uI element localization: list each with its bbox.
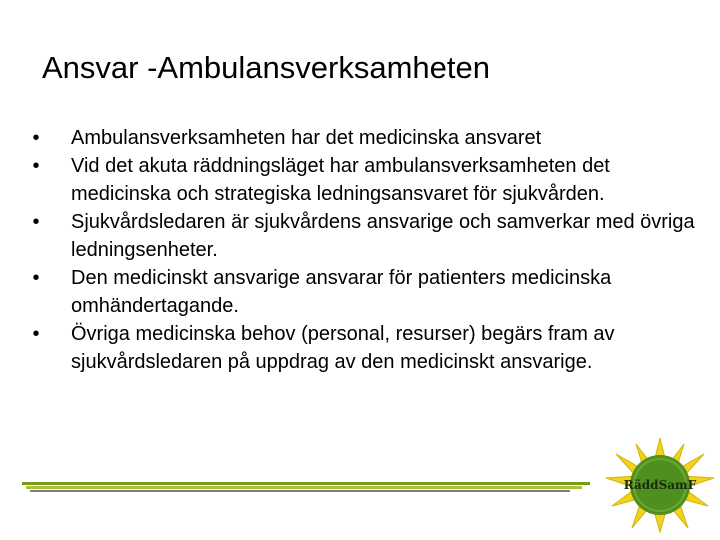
logo-text: RäddSamF <box>623 478 697 492</box>
divider-line-gray <box>30 490 570 492</box>
bullet-text: Den medicinskt ansvarige ansvarar för patienters medicinska omhändertagande. <box>71 267 612 317</box>
bullet-item <box>26 152 696 208</box>
logo-graphic <box>604 436 716 534</box>
bullet-icon: • <box>32 323 40 345</box>
bullet-item <box>26 124 696 152</box>
divider-line-dark-green <box>22 482 590 485</box>
bullet-item <box>26 208 696 264</box>
bullet-text: Ambulansverksamheten har det medicinska ansvaret <box>71 127 542 149</box>
bullet-text: Övriga medicinska behov (personal, resurser) begärs fram av sjukvårdsledaren på uppdrag av den medicinskt ansvarige. <box>71 323 615 373</box>
bullet-item <box>26 264 696 320</box>
bullet-icon: • <box>32 267 40 289</box>
slide-title: Ansvar -Ambulansverksamheten <box>42 50 490 85</box>
star-badge-logo-icon <box>604 436 716 534</box>
bullet-icon: • <box>32 155 40 177</box>
bullet-list <box>26 124 696 376</box>
bullet-icon: • <box>32 211 40 233</box>
bullet-text: Vid det akuta räddningsläget har ambulansverksamheten det medicinska och strategiska ledningsansvaret för sjukvården. <box>71 155 610 205</box>
divider-line-light-green <box>26 486 582 489</box>
bullet-icon: • <box>32 127 40 149</box>
bullet-item <box>26 320 696 376</box>
bullet-text: Sjukvårdsledaren är sjukvårdens ansvarige och samverkar med övriga ledningsenheter. <box>71 211 695 261</box>
